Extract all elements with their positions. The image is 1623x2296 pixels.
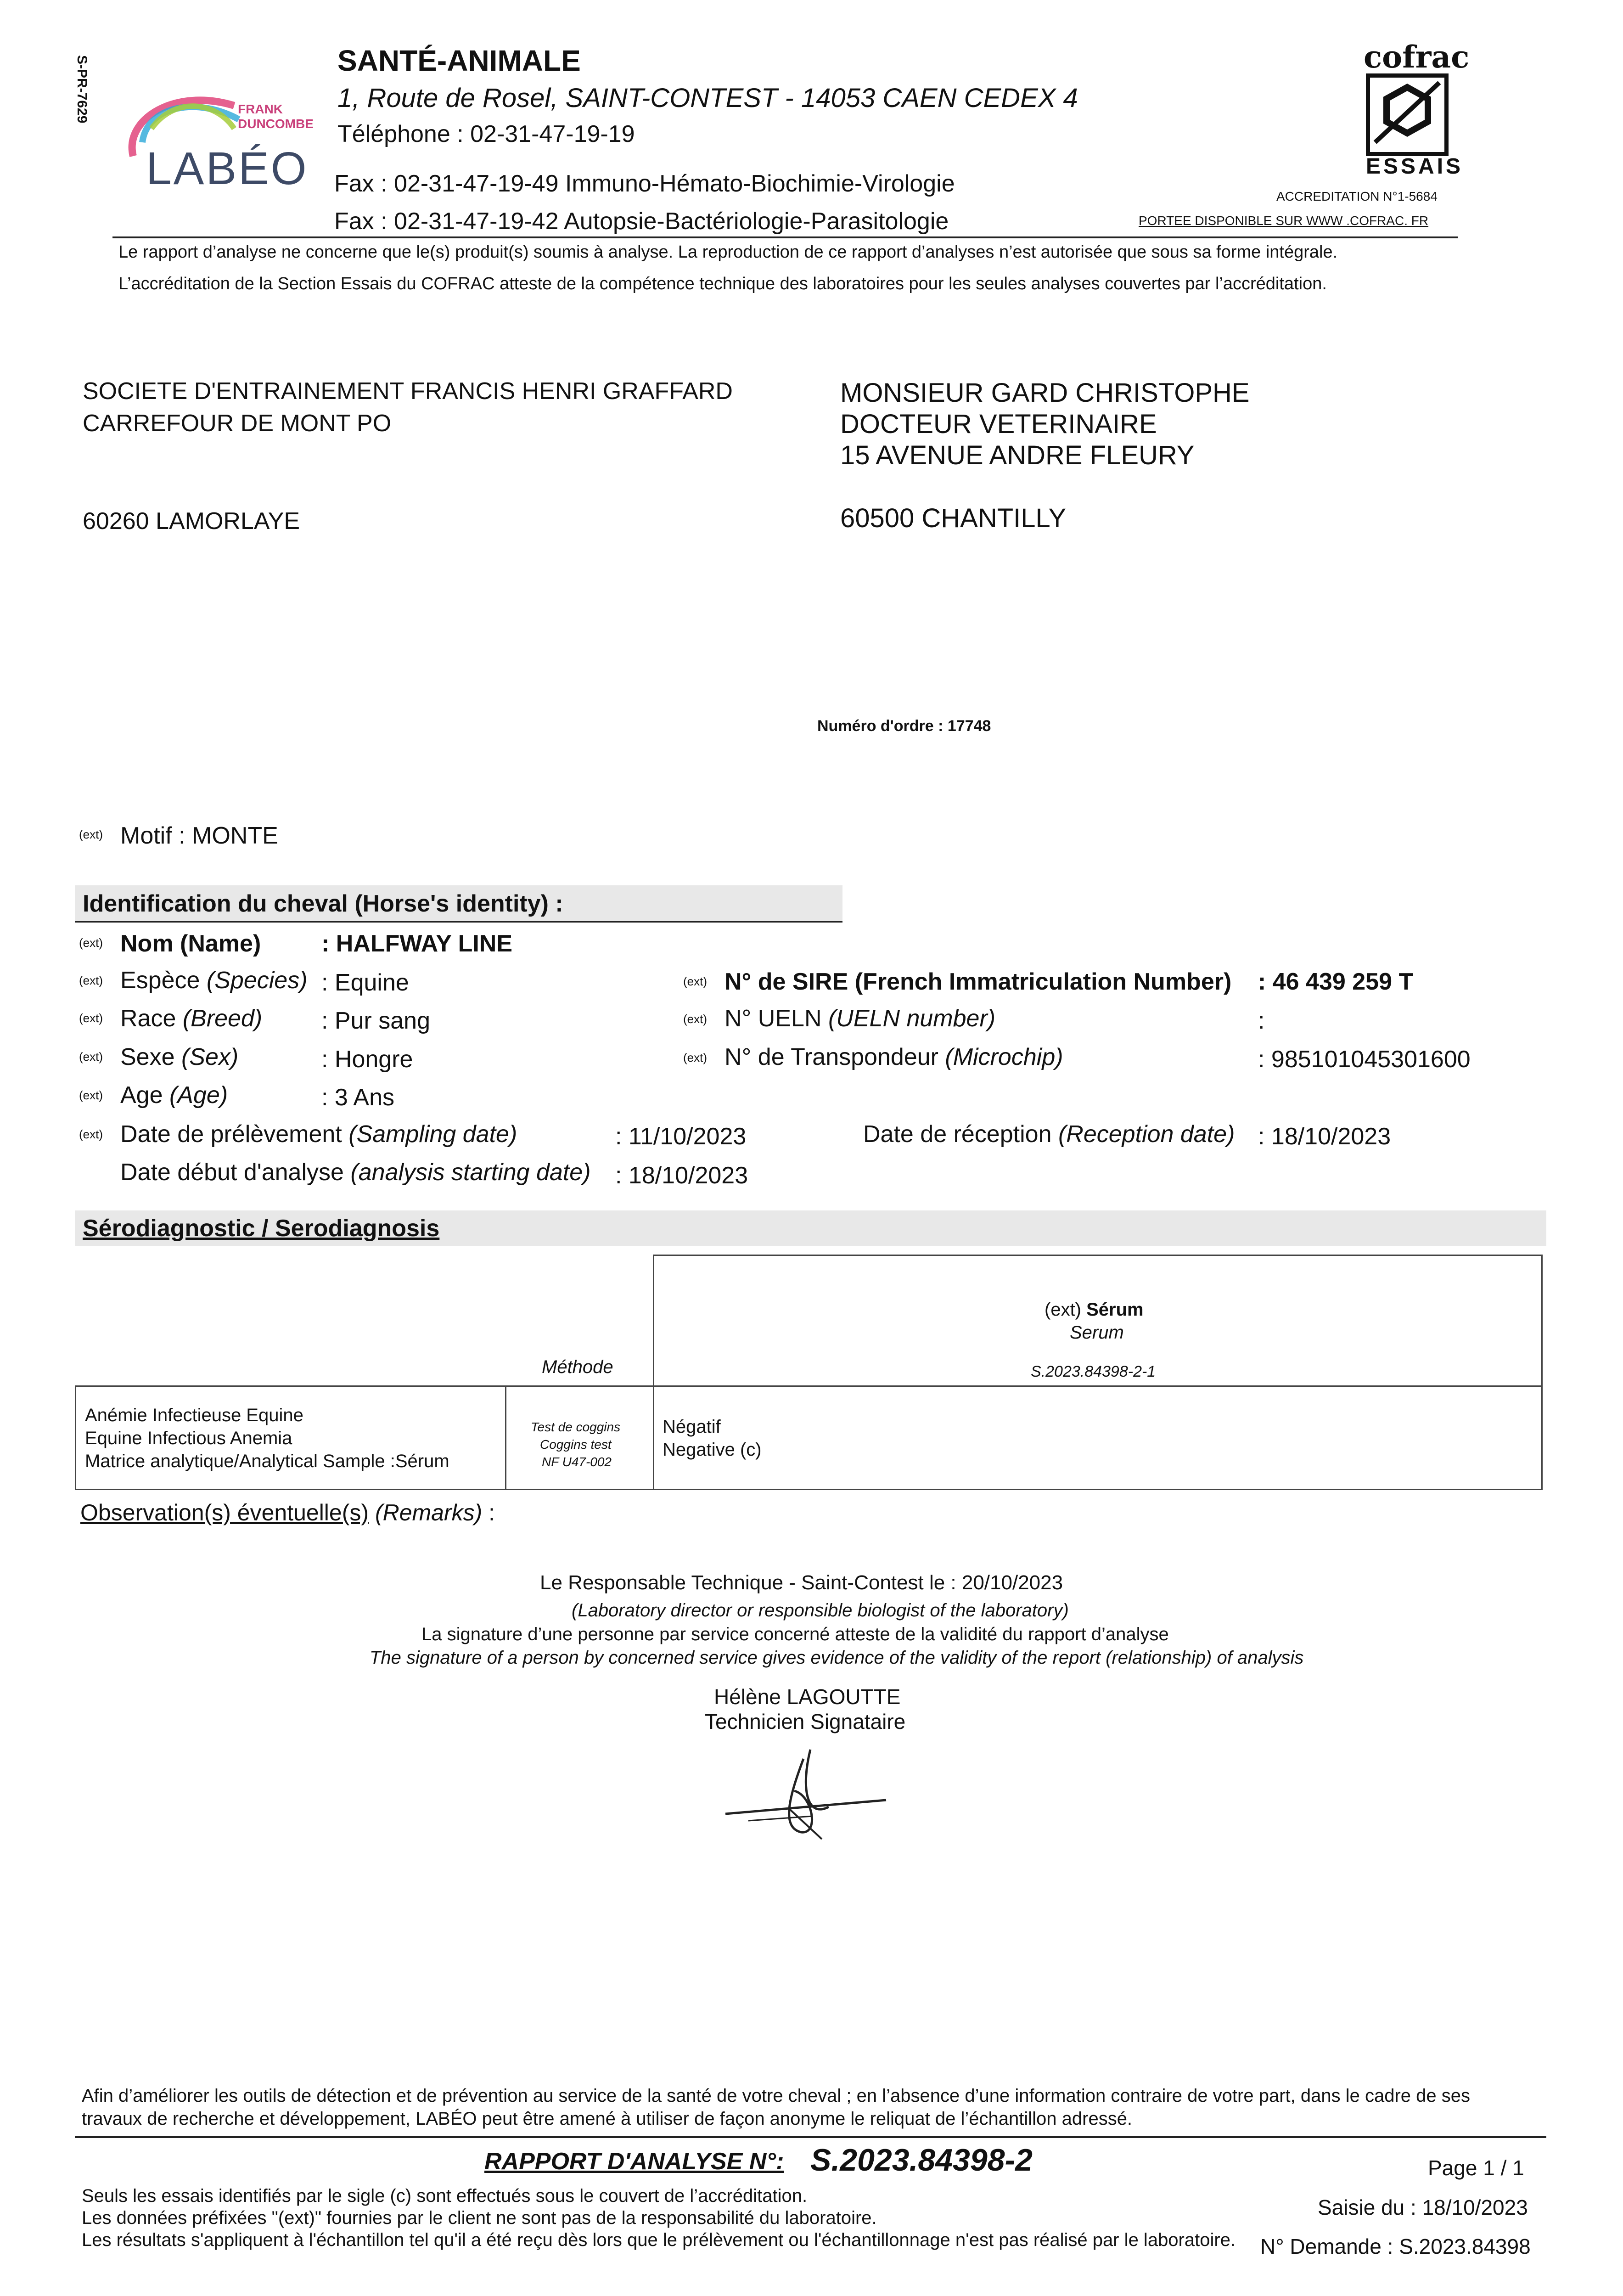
species-ext-tag: (ext) — [79, 974, 103, 987]
side-code: S-PR-7629 — [74, 55, 90, 124]
lab-address: 1, Route de Rosel, SAINT-CONTEST - 14053 CAEN CEDEX 4 — [337, 83, 1078, 113]
lab-phone: Téléphone : 02-31-47-19-19 — [337, 121, 635, 147]
sampling-label-fr: Date de prélèvement — [120, 1121, 342, 1148]
sample-ext-tag: (ext) — [1045, 1300, 1081, 1320]
handwritten-signature — [721, 1740, 904, 1846]
sex-ext-tag: (ext) — [79, 1050, 103, 1064]
ueln-ext-tag: (ext) — [683, 1012, 707, 1026]
logo-wordmark: LABÉO — [146, 143, 309, 194]
lab-name: SANTÉ-ANIMALE — [337, 44, 581, 77]
result-en: Negative (c) — [663, 1440, 762, 1460]
cofrac-emblem-icon — [1366, 73, 1449, 156]
method-line2: Coggins test — [540, 1437, 612, 1452]
footer-rule — [75, 2136, 1546, 2138]
start-label-fr: Date début d'analyse — [120, 1159, 344, 1186]
signature-line4: The signature of a person by concerned service gives evidence of the validity of the report (relationship) of analysis — [370, 1648, 1304, 1668]
recipient-line2: DOCTEUR VETERINAIRE — [840, 409, 1157, 439]
motif-ext-tag: (ext) — [79, 827, 103, 841]
cofrac-accreditation: ACCREDITATION N°1-5684 — [1276, 189, 1438, 203]
method-header: Méthode — [542, 1357, 613, 1377]
client-city: 60260 LAMORLAYE — [83, 508, 300, 535]
identity-header-rule — [75, 921, 842, 923]
signatory-title: Technicien Signataire — [705, 1710, 906, 1733]
disclaimer-line2: L’accréditation de la Section Essais du COFRAC atteste de la compétence technique des laboratoires pour les seules analyses couvertes par l’accréditation. — [118, 274, 1327, 293]
reception-label-fr: Date de réception — [863, 1121, 1052, 1148]
ueln-label-en: (UELN number) — [828, 1005, 996, 1032]
sample-header-fr — [1045, 1300, 1144, 1320]
logo-brand-line1: FRANK — [238, 102, 283, 116]
transponder-label-en: (Microchip) — [945, 1044, 1063, 1070]
sampling-label-en: (Sampling date) — [348, 1121, 517, 1148]
reception-label-en: (Reception date) — [1058, 1121, 1235, 1148]
start-label — [120, 1159, 591, 1186]
sex-label-en: (Sex) — [181, 1044, 239, 1070]
cofrac-portee-link[interactable]: PORTEE DISPONIBLE SUR WWW .COFRAC. FR — [1139, 214, 1429, 228]
disclaimer-line1: Le rapport d’analyse ne concerne que le(s) produit(s) soumis à analyse. La reproduction de ce rapport d’analyses n’est autorisée que sous sa forme intégrale. — [118, 242, 1338, 262]
client-line2: CARREFOUR DE MONT PO — [83, 410, 392, 437]
footer-notice-line1: Afin d’améliorer les outils de détection et de prévention au service de la santé de votre cheval ; en l’absence d’une information contraire de votre part, dans le cadre de ses — [82, 2086, 1470, 2106]
transponder-label-fr: N° de Transpondeur — [724, 1044, 938, 1070]
start-value: : 18/10/2023 — [615, 1162, 748, 1189]
lab-fax2: Fax : 02-31-47-19-42 Autopsie-Bactériologie-Parasitologie — [334, 208, 949, 235]
motif: Motif : MONTE — [120, 822, 278, 849]
sire-value: : 46 439 259 T — [1258, 968, 1414, 995]
reception-value: : 18/10/2023 — [1258, 1123, 1391, 1150]
method-line3: NF U47-002 — [542, 1455, 612, 1469]
species-label-en: (Species) — [206, 967, 308, 994]
report-label: RAPPORT D'ANALYSE N°: — [484, 2148, 784, 2175]
age-label-fr: Age — [120, 1082, 163, 1109]
breed-ext-tag: (ext) — [79, 1011, 103, 1025]
remarks-label: Observation(s) éventuelle(s) — [80, 1500, 369, 1525]
transponder-label — [724, 1043, 1063, 1071]
order-number: Numéro d'ordre : 17748 — [817, 717, 991, 735]
cofrac-logo-bottom: ESSAIS — [1366, 154, 1464, 179]
sampling-label — [120, 1120, 517, 1148]
lab-fax1: Fax : 02-31-47-19-49 Immuno-Hémato-Biochimie-Virologie — [334, 170, 955, 197]
recipient-city: 60500 CHANTILLY — [840, 503, 1067, 533]
test-name-en: Equine Infectious Anemia — [85, 1428, 292, 1448]
start-label-en: (analysis starting date) — [350, 1159, 591, 1186]
sample-id: S.2023.84398-2-1 — [1031, 1363, 1156, 1380]
recipient-line3: 15 AVENUE ANDRE FLEURY — [840, 440, 1195, 470]
species-label — [120, 967, 308, 994]
sero-header: Sérodiagnostic / Serodiagnosis — [83, 1215, 440, 1242]
saisie-date: Saisie du : 18/10/2023 — [1318, 2195, 1528, 2219]
result-row-divider1 — [505, 1385, 506, 1490]
signature-line1: Le Responsable Technique - Saint-Contest le : 20/10/2023 — [540, 1571, 1063, 1594]
name-label: Nom (Name) — [120, 930, 261, 957]
sex-label-fr: Sexe — [120, 1044, 175, 1070]
result-row-divider2 — [653, 1385, 654, 1490]
result-fr: Négatif — [663, 1417, 721, 1437]
remarks-label-en: (Remarks) — [375, 1500, 483, 1525]
client-line1: SOCIETE D'ENTRAINEMENT FRANCIS HENRI GRAFFARD — [83, 378, 733, 405]
demande-number: N° Demande : S.2023.84398 — [1260, 2234, 1531, 2258]
name-value: : HALFWAY LINE — [321, 930, 513, 957]
report-number: S.2023.84398-2 — [810, 2143, 1033, 2178]
identity-header: Identification du cheval (Horse's identity) : — [83, 890, 563, 917]
reception-label — [863, 1120, 1235, 1148]
footer-note1: Seuls les essais identifiés par le sigle (c) sont effectués sous le couvert de l’accréditation. — [82, 2186, 808, 2206]
sire-ext-tag: (ext) — [683, 974, 707, 988]
age-ext-tag: (ext) — [79, 1088, 103, 1102]
logo-brand-line2: DUNCOMBE — [238, 117, 314, 131]
signatory-name: Hélène LAGOUTTE — [714, 1685, 901, 1709]
species-label-fr: Espèce — [120, 967, 200, 994]
age-value: : 3 Ans — [321, 1084, 394, 1111]
ueln-label-fr: N° UELN — [724, 1005, 822, 1032]
remarks-colon: : — [489, 1500, 495, 1525]
breed-label-fr: Race — [120, 1005, 176, 1032]
cofrac-logo-top: cofrac — [1364, 39, 1470, 75]
name-ext-tag: (ext) — [79, 936, 103, 950]
sample-name-fr: Sérum — [1086, 1300, 1144, 1320]
signature-line2: (Laboratory director or responsible biologist of the laboratory) — [572, 1600, 1069, 1621]
result-row — [75, 1385, 1543, 1490]
breed-label — [120, 1005, 262, 1032]
age-label-en: (Age) — [169, 1082, 228, 1109]
header-rule — [112, 236, 1458, 238]
page-number: Page 1 / 1 — [1428, 2156, 1524, 2180]
recipient-line1: MONSIEUR GARD CHRISTOPHE — [840, 378, 1250, 408]
sample-name-en: Serum — [1070, 1322, 1124, 1343]
footer-note3: Les résultats s'appliquent à l'échantillon tel qu'il a été reçu dès lors que le prélèvement ou l'échantillonnage n'est pas réalisé par le laboratoire. — [82, 2230, 1236, 2250]
breed-value: : Pur sang — [321, 1007, 431, 1034]
breed-label-en: (Breed) — [182, 1005, 263, 1032]
ueln-value: : — [1258, 1007, 1265, 1034]
footer-note2: Les données préfixées "(ext)" fournies par le client ne sont pas de la responsabilité du laboratoire. — [82, 2208, 877, 2228]
remarks — [80, 1499, 495, 1526]
method-line1: Test de coggins — [531, 1420, 621, 1434]
transponder-ext-tag: (ext) — [683, 1051, 707, 1064]
sex-value: : Hongre — [321, 1046, 413, 1073]
transponder-value: : 985101045301600 — [1258, 1046, 1471, 1073]
signature-line3: La signature d’une personne par service concerné atteste de la validité du rapport d’analyse — [421, 1624, 1169, 1644]
test-matrix: Matrice analytique/Analytical Sample :Sérum — [85, 1451, 449, 1471]
ueln-label — [724, 1005, 995, 1032]
sire-label: N° de SIRE (French Immatriculation Number) — [724, 968, 1232, 995]
sampling-ext-tag: (ext) — [79, 1127, 103, 1141]
test-name-fr: Anémie Infectieuse Equine — [85, 1405, 303, 1425]
sex-label — [120, 1043, 238, 1071]
footer-notice-line2: travaux de recherche et développement, LABÉO peut être amené à utiliser de façon anonyme le reliquat de l’échantillon adressé. — [82, 2109, 1133, 2129]
species-value: : Equine — [321, 969, 409, 996]
labeo-logo — [119, 78, 321, 197]
age-label — [120, 1081, 228, 1109]
sampling-value: : 11/10/2023 — [615, 1123, 747, 1150]
